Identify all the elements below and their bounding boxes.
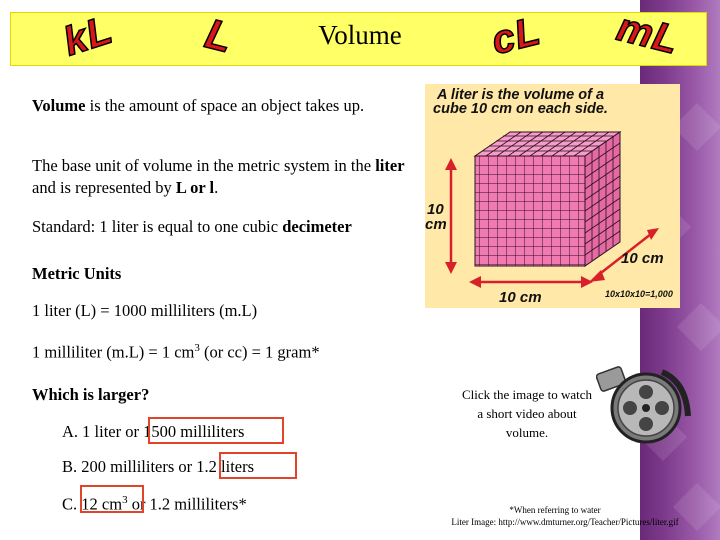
- standard-text: [32, 216, 352, 238]
- option-c-post: or 1.2 milliliters*: [127, 494, 247, 514]
- liter-cube-image[interactable]: [425, 84, 680, 308]
- deco-word-ml: mL: [612, 5, 684, 63]
- definition-term: Volume: [32, 96, 86, 115]
- cube-left-unit: cm: [425, 216, 447, 233]
- answer-highlight-a: [148, 417, 284, 444]
- cube-bottom-label: 10 cm: [499, 289, 542, 306]
- base-unit-symbol: L or l: [175, 178, 215, 197]
- base-unit-text: [32, 155, 427, 199]
- image-credit: Liter Image: http://www.dmturner.org/Teacher/Pictures/liter.gif: [451, 517, 679, 527]
- eq2-pre: 1 milliliter (m.L) = 1 cm: [32, 342, 195, 362]
- standard-pre: Standard: 1 liter is equal to one cubic: [32, 217, 283, 236]
- question-heading: Which is larger?: [32, 385, 150, 404]
- cube-caption: A liter is the volume of a cube 10 cm on each side.: [433, 87, 608, 117]
- definition-text: [32, 95, 417, 117]
- deco-word-l: L: [200, 9, 239, 62]
- cube-formula: 10x10x10=1,000: [605, 289, 673, 299]
- cube-illustration: [425, 84, 680, 308]
- option-c-answer: 12 cm: [81, 494, 123, 514]
- page-title: Volume: [318, 20, 402, 50]
- option-b-answer: 1.2 liters: [196, 457, 255, 476]
- base-unit-pre: The base unit of volume in the metric system in the: [32, 156, 376, 175]
- video-note: Click the image to watch a short video about volume.: [462, 387, 592, 440]
- base-unit-post: .: [214, 178, 219, 197]
- option-b-pre: B. 200 milliliters or: [62, 457, 197, 476]
- option-a-answer: or 1500 milliliters: [125, 422, 245, 441]
- answer-highlight-b: [219, 452, 297, 479]
- video-link-film-reel[interactable]: [596, 364, 692, 444]
- eq2-post: (or cc) = 1 gram*: [199, 342, 320, 362]
- film-reel-icon: [596, 364, 692, 444]
- standard-decimeter: decimeter: [282, 217, 352, 236]
- deco-word-cl: cL: [487, 8, 546, 64]
- deco-word-kl: kL: [58, 7, 119, 65]
- equation-milliliter: [32, 337, 320, 364]
- footnote: *When referring to water: [509, 505, 601, 515]
- answer-highlight-c: [80, 485, 144, 513]
- cube-right-label: 10 cm: [621, 250, 664, 267]
- cube-left-label: 10: [427, 201, 444, 218]
- option-c-pre: C.: [62, 494, 82, 514]
- base-unit-liter: liter: [375, 156, 405, 175]
- equation-liter: 1 liter (L) = 1000 milliliters (m.L): [32, 301, 258, 320]
- option-a-pre: A. 1 liter: [62, 422, 126, 441]
- option-c-sup: 3: [122, 494, 128, 506]
- metric-units-heading: Metric Units: [32, 264, 122, 283]
- definition-rest: is the amount of space an object takes up.: [85, 96, 365, 115]
- eq2-sup: 3: [194, 342, 200, 354]
- base-unit-mid: and is represented by: [32, 178, 176, 197]
